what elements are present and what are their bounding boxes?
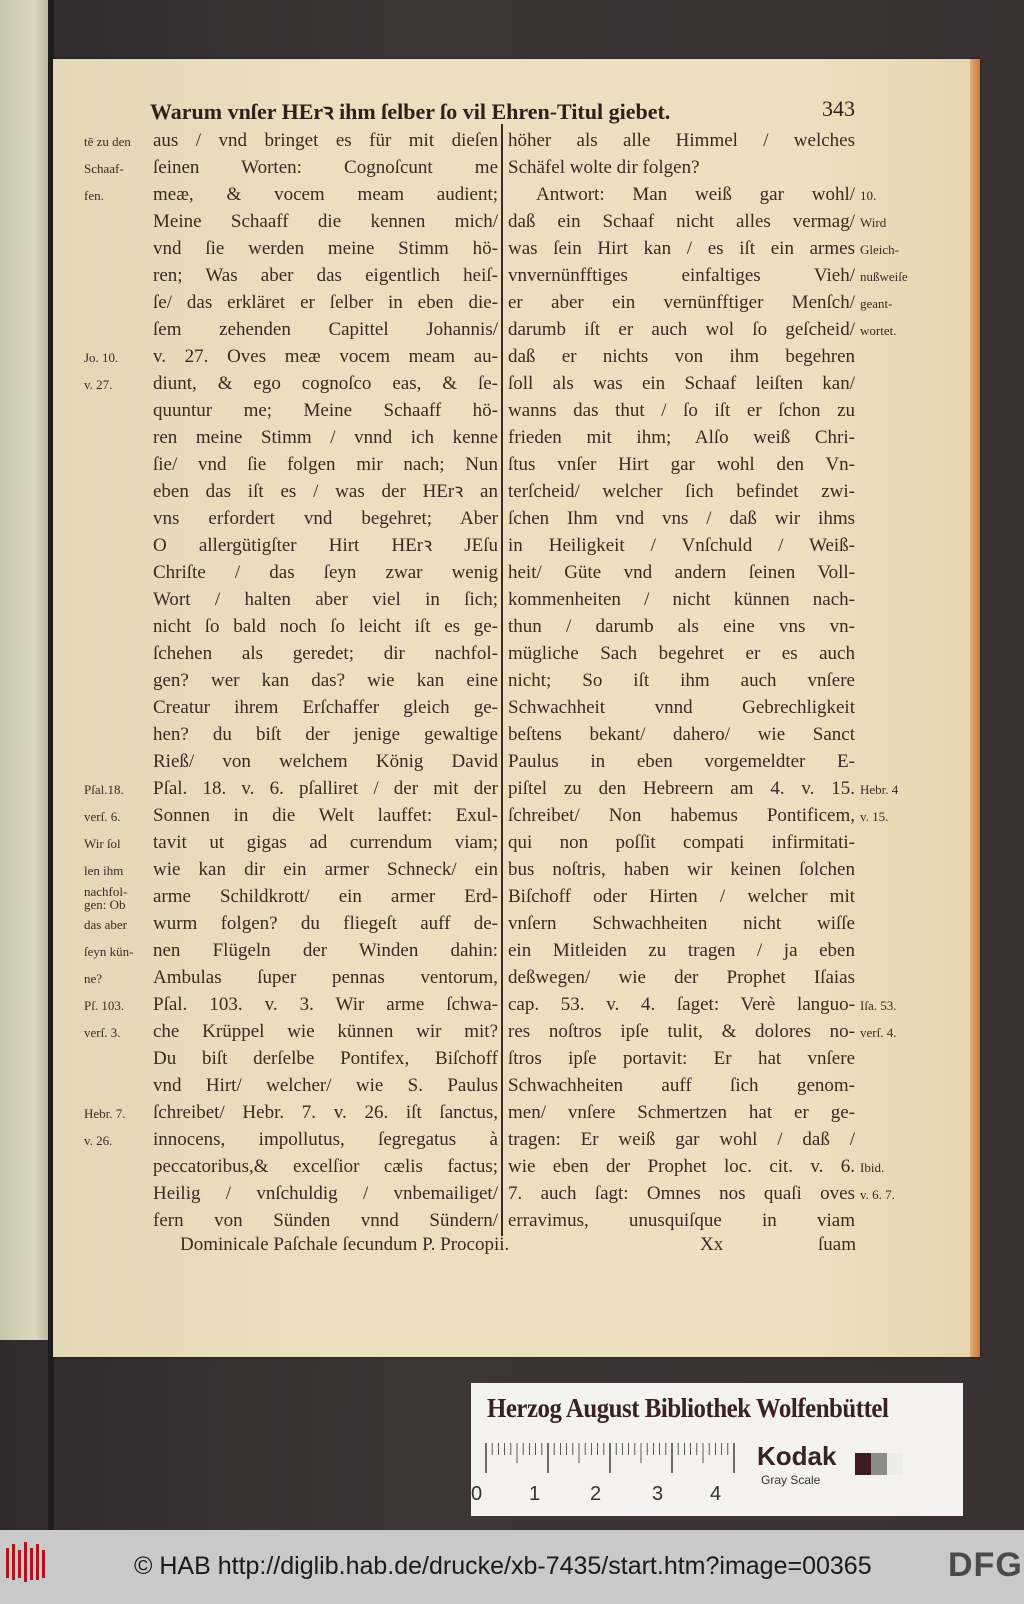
text-line: qui non poſſit compati infirmitati- xyxy=(508,832,855,853)
text-line: vns erfordert vnd begehret; Aber xyxy=(153,508,498,529)
margin-note: Hebr. 7. xyxy=(84,1106,126,1121)
page-edge xyxy=(970,59,980,1357)
margin-note: verſ. 4. xyxy=(860,1025,897,1040)
ruler-label: 1 xyxy=(529,1483,541,1505)
text-line: ſtros ipſe portavit: Er hat vnſere xyxy=(508,1048,855,1069)
text-line: Schäfel wolte dir folgen? xyxy=(508,157,700,178)
footer-bar xyxy=(0,1530,1024,1604)
text-line: ſchehen als geredet; dir nachfol- xyxy=(153,643,498,664)
catchword: ſuam xyxy=(818,1234,856,1255)
text-line: Creatur ihrem Erſchaffer gleich ge- xyxy=(153,697,498,718)
text-line: vnſern Schwachheiten nicht wiſſe xyxy=(508,913,855,934)
ruler-label: 4 xyxy=(710,1483,722,1505)
margin-note: len ihm xyxy=(84,863,124,878)
margin-note: Pſ. 103. xyxy=(84,998,125,1013)
text-line: Pſal. 18. v. 6. pſalliret / der mit der xyxy=(153,778,498,799)
margin-note: das aber xyxy=(84,917,127,932)
text-line: heit/ Güte vnd andern ſeinen Voll- xyxy=(508,562,855,583)
text-line: ſchreibet/ Non habemus Pontificem, xyxy=(508,805,855,826)
text-line: erravimus, unusquiſque in viam xyxy=(508,1210,855,1231)
page-number: 343 xyxy=(822,96,855,121)
text-line: O allergütigſter Hirt HErꝛ JEſu xyxy=(153,535,498,556)
text-line: ſem zehenden Capittel Johannis/ xyxy=(153,319,498,340)
text-line: nicht; So iſt ihm auch vnſere xyxy=(508,670,855,691)
ruler-label: 2 xyxy=(590,1483,602,1505)
gray-patch-light xyxy=(887,1453,903,1475)
text-line: mügliche Sach begehret er es auch xyxy=(508,643,855,664)
margin-note: Wird xyxy=(860,215,887,230)
margin-note: tē zu den xyxy=(84,134,131,149)
text-line: thun / darumb als eine vns vn- xyxy=(508,616,855,637)
text-line: eben das iſt es / was der HErꝛ an xyxy=(153,481,498,502)
gray-scale-label: Gray Scale xyxy=(761,1473,821,1487)
running-head xyxy=(150,96,855,124)
text-line: daß ein Schaaf nicht alles vermag/ xyxy=(508,211,855,232)
text-line: wurm folgen? du fliegeſt auff de- xyxy=(153,913,498,934)
copyright-url: © HAB http://diglib.hab.de/drucke/xb-7435/start.htm?image=00365 xyxy=(134,1552,872,1580)
text-line: aus / vnd bringet es für mit dieſen xyxy=(153,130,498,151)
text-line: Schwachheiten auff ſich genom- xyxy=(508,1075,855,1096)
running-head-title: Warum vnſer HErꝛ ihm ſelber ſo vil Ehren-Titul giebet. xyxy=(150,99,671,124)
text-line: wanns das thut / ſo iſt er ſchon zu xyxy=(508,400,855,421)
text-line: Paulus in eben vorgemeldter E- xyxy=(508,751,855,772)
column-divider xyxy=(501,124,503,1236)
text-line: Rieß/ von welchem König David xyxy=(153,751,498,772)
text-line: Antwort: Man weiß gar wohl/ xyxy=(536,184,855,205)
text-line: Heilig / vnſchuldig / vnbemailiget/ xyxy=(153,1183,498,1204)
previous-page-edge xyxy=(0,0,50,1340)
text-line: fern von Sünden vnnd Sündern/ xyxy=(153,1210,498,1231)
kodak-logo: Kodak xyxy=(757,1441,837,1471)
gray-patch-mid xyxy=(871,1453,887,1475)
text-line: res noſtros ipſe tulit, & dolores no- xyxy=(508,1021,855,1042)
text-line: darumb iſt er auch wol ſo geſcheid/ xyxy=(508,319,855,340)
text-line: ſeinen Worten: Cognoſcunt me xyxy=(153,157,498,178)
ruler-scale xyxy=(485,1443,737,1473)
text-line: was ſein Hirt kan / es iſt ein armes xyxy=(508,238,855,259)
text-line: terſcheid/ welcher ſich befindet zwi- xyxy=(508,481,855,502)
ruler-label: 3 xyxy=(652,1483,664,1505)
ruler-label: 0 xyxy=(471,1483,483,1505)
text-line: deßwegen/ wie der Prophet Iſaias xyxy=(508,967,855,988)
text-line: vnd Hirt/ welcher/ wie S. Paulus xyxy=(153,1075,498,1096)
margin-note: nachfol- gen: Ob xyxy=(84,884,128,912)
text-line: Wort / halten aber viel in ſich; xyxy=(153,589,498,610)
text-line: meæ, & vocem meam audient; xyxy=(153,184,498,205)
dfg-logo: DFG xyxy=(948,1546,1023,1584)
text-line: nicht ſo bald noch ſo leicht iſt es ge- xyxy=(153,616,498,637)
footer-title: Dominicale Paſchale ſecundum P. Procopii. xyxy=(180,1234,510,1255)
text-line: ſchreibet/ Hebr. 7. v. 26. iſt ſanctus, xyxy=(153,1102,498,1123)
text-line: gen? wer kan das? wie kan eine xyxy=(153,670,498,691)
text-line: men/ vnſere Schmertzen hat er ge- xyxy=(508,1102,855,1123)
margin-note: verſ. 6. xyxy=(84,809,121,824)
text-line: frieden mit ihm; Alſo weiß Chri- xyxy=(508,427,855,448)
text-line: Pſal. 103. v. 3. Wir arme ſchwa- xyxy=(153,994,498,1015)
text-line: hen? du biſt der jenige gewaltige xyxy=(153,724,498,745)
library-name: Herzog August Bibliothek Wolfenbüttel xyxy=(487,1393,889,1423)
text-line: Meine Schaaff die kennen mich/ xyxy=(153,211,498,232)
margin-note: v. 26. xyxy=(84,1133,113,1148)
text-line: Du biſt derſelbe Pontifex, Biſchoff xyxy=(153,1048,498,1069)
text-line: beſtens bekant/ dahero/ wie Sanct xyxy=(508,724,855,745)
text-line: Schwachheit vnnd Gebrechligkeit xyxy=(508,697,855,718)
text-line: er aber ein vernünfftiger Menſch/ xyxy=(508,292,855,313)
text-line: Chriſte / das ſeyn zwar wenig xyxy=(153,562,498,583)
hab-logo-icon xyxy=(4,1540,48,1584)
margin-note: wortet. xyxy=(860,323,897,338)
text-line: Ambulas ſuper pennas ventorum, xyxy=(153,967,498,988)
text-line: nen Flügeln der Winden dahin: xyxy=(153,940,498,961)
text-line: ſie/ vnd ſie folgen mir nach; Nun xyxy=(153,454,498,475)
text-line: kommenheiten / nicht künnen nach- xyxy=(508,589,855,610)
text-line: Sonnen in die Welt lauffet: Exul- xyxy=(153,805,498,826)
margin-note: 10. xyxy=(860,188,877,203)
margin-note: Gleich- xyxy=(860,242,899,257)
text-line: piſtel zu den Hebreern am 4. v. 15. xyxy=(508,778,855,799)
margin-note: Pſal.18. xyxy=(84,782,124,797)
text-line: ren; Was aber das eigentlich heiſ- xyxy=(153,265,498,286)
text-line: tragen: Er weiß gar wohl / daß / xyxy=(508,1129,855,1150)
margin-note: Iſa. 53. xyxy=(860,998,897,1013)
text-line: quuntur me; Meine Schaaff hö- xyxy=(153,400,498,421)
text-line: 7. auch ſagt: Omnes nos quaſi oves xyxy=(508,1183,855,1204)
margin-note: verſ. 3. xyxy=(84,1025,121,1040)
signature-mark: Xx xyxy=(700,1234,724,1255)
text-line: ſchen Ihm vnd vns / daß wir ihms xyxy=(508,508,855,529)
gray-patch-dark xyxy=(855,1453,871,1475)
text-line: diunt, & ego cognoſco eas, & ſe- xyxy=(153,373,498,394)
margin-note: Ibid. xyxy=(860,1160,885,1175)
margin-note: geant- xyxy=(860,296,893,311)
text-line: vnvernünfftiges einfaltiges Vieh/ xyxy=(508,265,855,286)
text-line: arme Schildkrott/ ein armer Erd- xyxy=(153,886,498,907)
text-line: vnd ſie werden meine Stimm hö- xyxy=(153,238,498,259)
margin-note: fen. xyxy=(84,188,104,203)
text-line: peccatoribus,& excelſior cælis factus; xyxy=(153,1156,498,1177)
text-line: bus noſtris, haben wir keinen ſolchen xyxy=(508,859,855,880)
text-line: in Heiligkeit / Vnſchuld / Weiß- xyxy=(508,535,855,556)
text-line: innocens, impollutus, ſegregatus à xyxy=(153,1129,498,1150)
margin-note: nußweiſe xyxy=(860,269,908,284)
text-line: v. 27. Oves meæ vocem meam au- xyxy=(153,346,498,367)
margin-note: ne? xyxy=(84,971,103,986)
margin-note: v. 27. xyxy=(84,377,113,392)
text-line: tavit ut gigas ad currendum viam; xyxy=(153,832,498,853)
text-line: ſtus vnſer Hirt gar wohl den Vn- xyxy=(508,454,855,475)
text-line: ren meine Stimm / vnnd ich kenne xyxy=(153,427,498,448)
margin-note: Wir ſol xyxy=(84,836,121,851)
text-line: ſoll als was ein Schaaf leiſten kan/ xyxy=(508,373,855,394)
text-line: ſe/ das erkläret er ſelber in eben die- xyxy=(153,292,498,313)
margin-note: Hebr. 4 xyxy=(860,782,899,797)
margin-note: Schaaf- xyxy=(84,161,124,176)
text-line: che Krüppel wie künnen wir mit? xyxy=(153,1021,498,1042)
text-line: höher als alle Himmel / welches xyxy=(508,130,855,151)
margin-note: Jo. 10. xyxy=(84,350,119,365)
color-calibration-card xyxy=(471,1383,963,1516)
text-line: wie kan dir ein armer Schneck/ ein xyxy=(153,859,498,880)
margin-note: v. 15. xyxy=(860,809,889,824)
text-line: cap. 53. v. 4. ſaget: Verè languo- xyxy=(508,994,855,1015)
margin-note: ſeyn kün- xyxy=(84,944,134,959)
text-line: ein Mitleiden zu tragen / ja eben xyxy=(508,940,855,961)
text-line: daß er nichts von ihm begehren xyxy=(508,346,855,367)
text-line: Biſchoff oder Hirten / welcher mit xyxy=(508,886,855,907)
text-line: wie eben der Prophet loc. cit. v. 6. xyxy=(508,1156,855,1177)
margin-note: v. 6. 7. xyxy=(860,1187,895,1202)
